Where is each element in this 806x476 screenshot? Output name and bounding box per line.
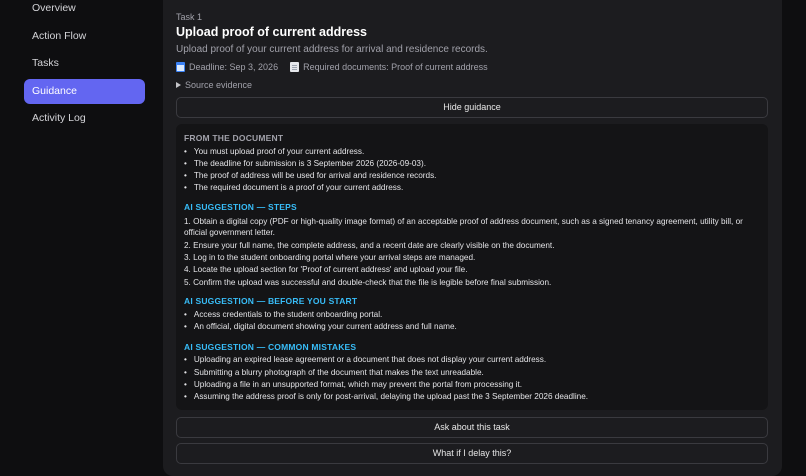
sidebar-item-overview[interactable]: Overview xyxy=(32,2,76,14)
list-item: • Uploading an expired lease agreement or a document that does not display your current address. xyxy=(184,355,546,364)
step-item: 3. Log in to the student onboarding portal where your arrival steps are managed. xyxy=(184,253,476,262)
task-number: Task 1 xyxy=(176,12,203,22)
deadline-text: Deadline: Sep 3, 2026 xyxy=(189,62,279,72)
sidebar-item-action-flow[interactable]: Action Flow xyxy=(32,30,87,42)
list-item: • Submitting a blurry photograph of the document that makes the text unreadable. xyxy=(184,368,484,377)
what-if-delay-button[interactable]: What if I delay this? xyxy=(176,443,768,464)
from-document-heading: FROM THE DOCUMENT xyxy=(184,133,284,143)
list-item: • Assuming the address proof is only for post-arrival, delaying the upload past the 3 September 2026 deadline. xyxy=(184,392,588,401)
sidebar-item-activity-log[interactable]: Activity Log xyxy=(32,112,86,124)
document-icon xyxy=(290,62,299,72)
list-item: • The required document is a proof of your current address. xyxy=(184,183,403,192)
step-item: 5. Confirm the upload was successful and double-check that the file is legible before final submission. xyxy=(184,278,552,287)
list-item: • You must upload proof of your current address. xyxy=(184,147,364,156)
caret-right-icon xyxy=(176,82,181,88)
ask-about-task-button[interactable]: Ask about this task xyxy=(176,417,768,438)
list-item: • Uploading a file in an unsupported format, which may prevent the portal from processing it. xyxy=(184,380,522,389)
step-item: 2. Ensure your full name, the complete address, and a recent date are clearly visible on the document. xyxy=(184,241,555,250)
required-docs-text: Required documents: Proof of current address xyxy=(303,62,488,72)
sidebar-item-guidance[interactable]: Guidance xyxy=(24,79,145,104)
common-mistakes-heading: AI SUGGESTION — COMMON MISTAKES xyxy=(184,342,357,352)
calendar-icon xyxy=(176,62,185,72)
list-item: • The deadline for submission is 3 September 2026 (2026-09-03). xyxy=(184,159,426,168)
list-item: • The proof of address will be used for arrival and residence records. xyxy=(184,171,436,180)
task-description: Upload proof of your current address for arrival and residence records. xyxy=(176,44,488,55)
steps-heading: AI SUGGESTION — STEPS xyxy=(184,202,297,212)
task-title: Upload proof of current address xyxy=(176,25,367,39)
hide-guidance-button[interactable]: Hide guidance xyxy=(176,97,768,118)
sidebar-item-tasks[interactable]: Tasks xyxy=(32,57,59,69)
step-item: 1. Obtain a digital copy (PDF or high-quality image format) of an acceptable proof of address document, such as a signed tenancy agreement, utility bill, or official government letter. xyxy=(184,217,743,237)
sidebar xyxy=(0,0,158,476)
source-evidence-toggle[interactable] xyxy=(176,80,252,90)
list-item: • Access credentials to the student onboarding portal. xyxy=(184,310,382,319)
list-item: • An official, digital document showing your current address and full name. xyxy=(184,322,457,331)
step-item: 4. Locate the upload section for 'Proof of current address' and upload your file. xyxy=(184,265,468,274)
task-meta xyxy=(176,62,488,72)
before-start-heading: AI SUGGESTION — BEFORE YOU START xyxy=(184,296,358,306)
source-evidence-label: Source evidence xyxy=(185,80,253,90)
